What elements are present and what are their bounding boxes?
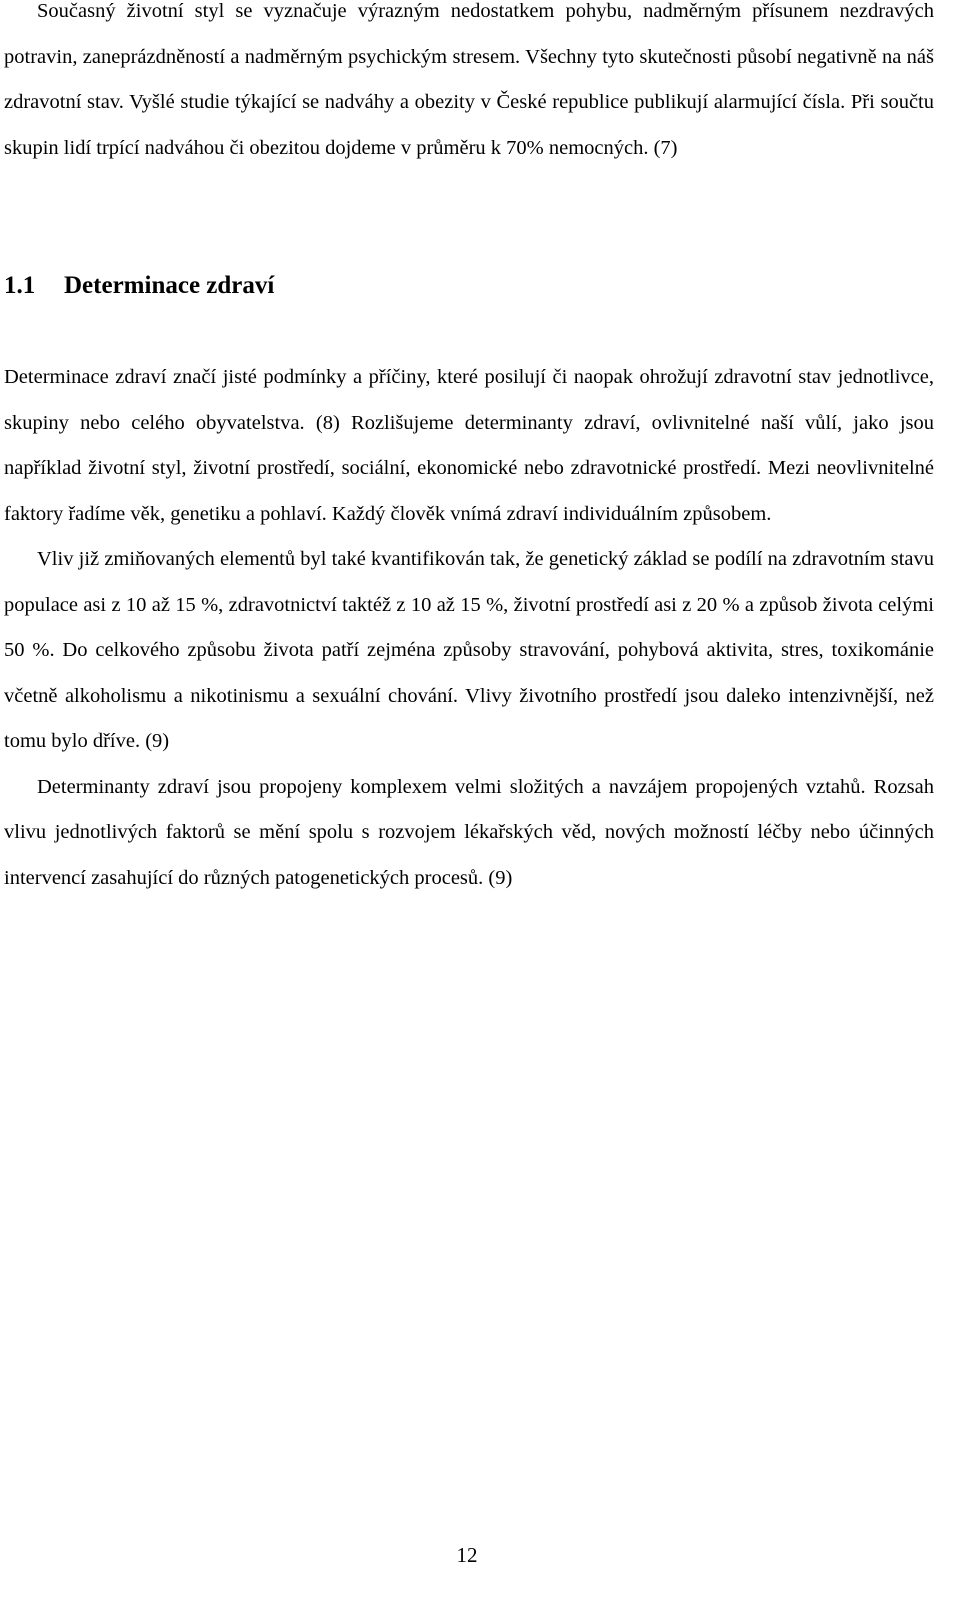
section-paragraph-3: Determinanty zdraví jsou propojeny komplexem velmi složitých a navzájem propojených vztahů. Rozsah vlivu jednotlivých faktorů se mění spolu s rozvojem lékařských věd, nových možností léčby nebo účinných intervencí zasahující do různých patogenetických procesů. (9) [4,775,934,889]
section-number: 1.1 [4,272,36,299]
document-page [4,0,934,889]
section-title: Determinace zdraví [64,272,275,299]
section-body [4,355,934,901]
page-number: 12 [456,1543,478,1567]
section-paragraph-1: Determinace zdraví značí jisté podmínky a příčiny, které posilují či naopak ohrožují zdravotní stav jednotlivce, skupiny nebo celého obyvatelstva. (8) Rozlišujeme determinanty zdraví, ovlivnitelné naší vůlí, jako jsou například životní styl, životní prostředí, sociální, ekonomické nebo zdravotnické prostředí. Mezi neovlivnitelné faktory řadíme věk, genetiku a pohlaví. Každý člověk vnímá zdraví individuálním způsobem. [4,366,934,525]
section-paragraph-2: Vliv již zmiňovaných elementů byl také kvantifikován tak, že genetický základ se podílí na zdravotním stavu populace asi z 10 až 15 %, zdravotnictví taktéž z 10 až 15 %, životní prostředí asi z 20 % a způsob života celými 50 %. Do celkového způsobu života patří zejména způsoby stravování, pohybová aktivita, stres, toxikománie včetně alkoholismu a nikotinismu a sexuální chování. Vlivy životního prostředí jsou daleko intenzivnější, než tomu bylo dříve. (9) [4,548,934,752]
intro-paragraph: Současný životní styl se vyznačuje výrazným nedostatkem pohybu, nadměrným přísunem nezdravých potravin, zaneprázdněností a nadměrným psychickým stresem. Všechny tyto skutečnosti působí negativně na náš zdravotní stav. Vyšlé studie týkající se nadváhy a obezity v České republice publikují alarmující čísla. Při součtu skupin lidí trpící nadváhou či obezitou dojdeme v průměru k 70% nemocných. (7) [4,0,934,159]
section-heading [4,271,274,301]
